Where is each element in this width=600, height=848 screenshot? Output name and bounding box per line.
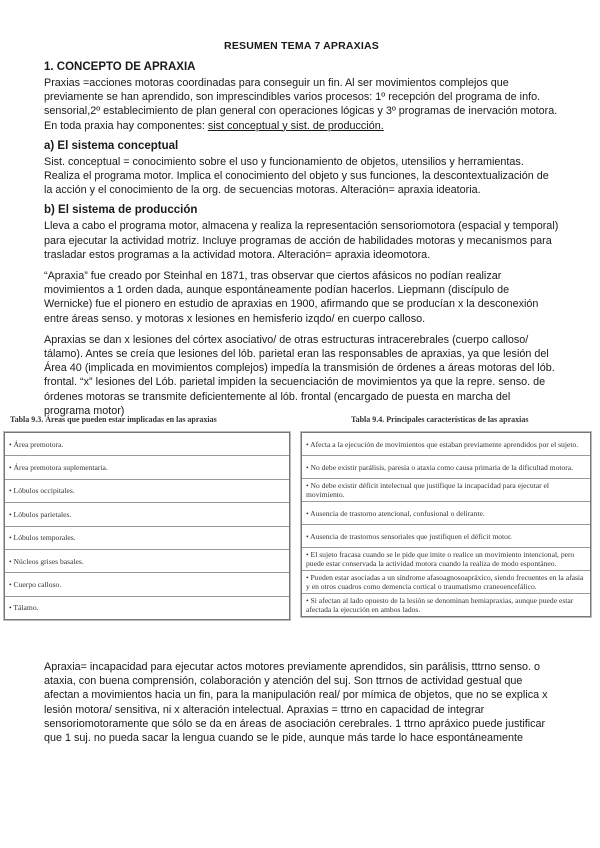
- table-row: • Si afectan al lado opuesto de la lesión se denominan hemiapraxias, aunque puede estar afectada la ejecución en ambos lados.: [306, 596, 574, 614]
- table-caracteristicas: [301, 415, 591, 617]
- table-row: • Lóbulos occipitales.: [5, 480, 289, 503]
- table-row: • Tálamo.: [9, 603, 39, 613]
- table-row: • No debe existir parálisis, paresia o ataxia como causa primaria de la dificultad motora.: [302, 456, 590, 479]
- section-heading-produccion: b) El sistema de producción: [44, 204, 198, 217]
- paragraph-history: “Apraxia” fue creado por Steinhal en 1871, tras observar que ciertos afásicos no podían realizar movimientos a 1 orden dada, aunque espontáneamente podían hacerlos. Liepmann (discípulo de Wernicke) fue el pionero en estudio de apraxias en 1900, afirmando que se producían x la desconexión entre áreas senso. y motoras x lesiones en hemisferio izqdo/ en cuerpo calloso.: [44, 270, 539, 325]
- table-areas: [4, 415, 290, 620]
- paragraph-praxias: [44, 76, 559, 133]
- praxias-underlined: sist conceptual y sist. de producción.: [207, 119, 384, 132]
- table-row: • Área premotora suplementaria.: [5, 456, 289, 479]
- document-title: RESUMEN TEMA 7 APRAXIAS: [224, 40, 379, 52]
- table-row: • El sujeto fracasa cuando se le pide que imite o realice un movimiento intencional, pero puede estar conservada la actividad motora cuando la realiza de modo espontáneo.: [302, 548, 590, 571]
- table-row: • Lóbulos parietales.: [5, 503, 289, 526]
- paragraph-produccion: Lleva a cabo el programa motor, almacena y realiza la representación sensoriomotora (espacial y temporal) para ejecutar la actividad motriz. Incluye programas de acción de habilidades motoras y mecanismos para trasladar estos programas a la actividad motora. Alteración= apraxia ideomotora.: [44, 220, 559, 261]
- table-row: • Pueden estar asociadas a un síndrome afasoagnosoapráxico, siendo frecuentes en la afasia y en otros cuadros como demencia cortical o traumatismo craneoencefálico.: [302, 571, 590, 594]
- table-caracteristicas-box: [301, 432, 591, 617]
- table-areas-caption: Tabla 9.3. Áreas que pueden estar implicadas en las apraxias: [10, 415, 217, 424]
- table-row: • Afecta a la ejecución de movimientos que estaban previamente aprendidos por el sujeto.: [302, 433, 590, 456]
- section-heading-concepto: 1. CONCEPTO DE APRAXIA: [44, 61, 196, 73]
- table-row: • Área premotora.: [5, 433, 289, 456]
- bottom-section: [44, 660, 559, 745]
- document-page: [44, 40, 559, 418]
- table-row: • Cuerpo calloso.: [5, 573, 289, 596]
- table-row: • Lóbulos temporales.: [5, 527, 289, 550]
- table-row: • Núcleos grises basales.: [5, 550, 289, 573]
- table-row: • Ausencia de trastornos sensoriales que justifiquen el déficit motor.: [302, 525, 590, 548]
- table-row: • No debe existir déficit intelectual que justifique la incapacidad para ejecutar el movimiento.: [302, 479, 590, 502]
- table-caracteristicas-caption: Tabla 9.4. Principales características de las apraxias: [351, 415, 529, 424]
- table-areas-box: [4, 432, 290, 620]
- paragraph-definition: Apraxia= incapacidad para ejecutar actos motores previamente aprendidos, sin parálisis, tttrno senso. o ataxia, con buena comprensión, colaboración y atención del suj. Son ttrnos de actividad gestual que afectan a movimientos hacia un fin, para la manipulación real/ por mímica de objetos, que no se explica x lesión motora/ sensitiva, ni x alteración intelectual. Apraxias = ttrno en capacidad de integrar sensoriomotoramente que sólo se da en áreas de asociación cerebrales. 1 ttrno apráxico puede justificar que 1 suj. no pueda sacar la lengua cuando se le pide, aunque más tarde lo hace espontáneamente: [44, 661, 548, 745]
- section-heading-conceptual: a) El sistema conceptual: [44, 139, 179, 152]
- table-row: • Ausencia de trastorno atencional, confusional o delirante.: [302, 502, 590, 525]
- praxias-text: Praxias =acciones motoras coordinadas para conseguir un fin. Al ser movimientos complejos que previamente se han aprendido, son imprescindibles varios procesos: 1º recepción del programa de info. sensorial,2º establecimiento de plan general con operaciones lógicas y 3º programas de inervación motora. En toda praxia hay componentes:: [44, 77, 558, 132]
- paragraph-conceptual: Sist. conceptual = conocimiento sobre el uso y funcionamiento de objetos, utensilios y herramientas. Realiza el programa motor. Implica el conocimiento del objeto y sus funciones, la descontextualización de la acción y el conocimiento de la org. de secuencias motoras. Alteración= apraxia ideatoria.: [44, 155, 549, 197]
- tables-figure: [4, 415, 597, 655]
- paragraph-lesions: Apraxias se dan x lesiones del córtex asociativo/ de otras estructuras intracerebrales (cuerpo calloso/ tálamo). Antes se creía que lesiones del lób. parietal eran las responsables de apraxias, ya que lesión del Área 40 (implicada en movimientos complejos) impedía la transmisión de órdenes a áreas motoras del lób. frontal. “x” lesiones del Lób. parietal impiden la secuenciación de movimientos ya que la repre. senso. de órdenes motoras se transmite deficientemente al lób. frontal (encargado de puesta en marcha del programa motor): [44, 333, 555, 417]
